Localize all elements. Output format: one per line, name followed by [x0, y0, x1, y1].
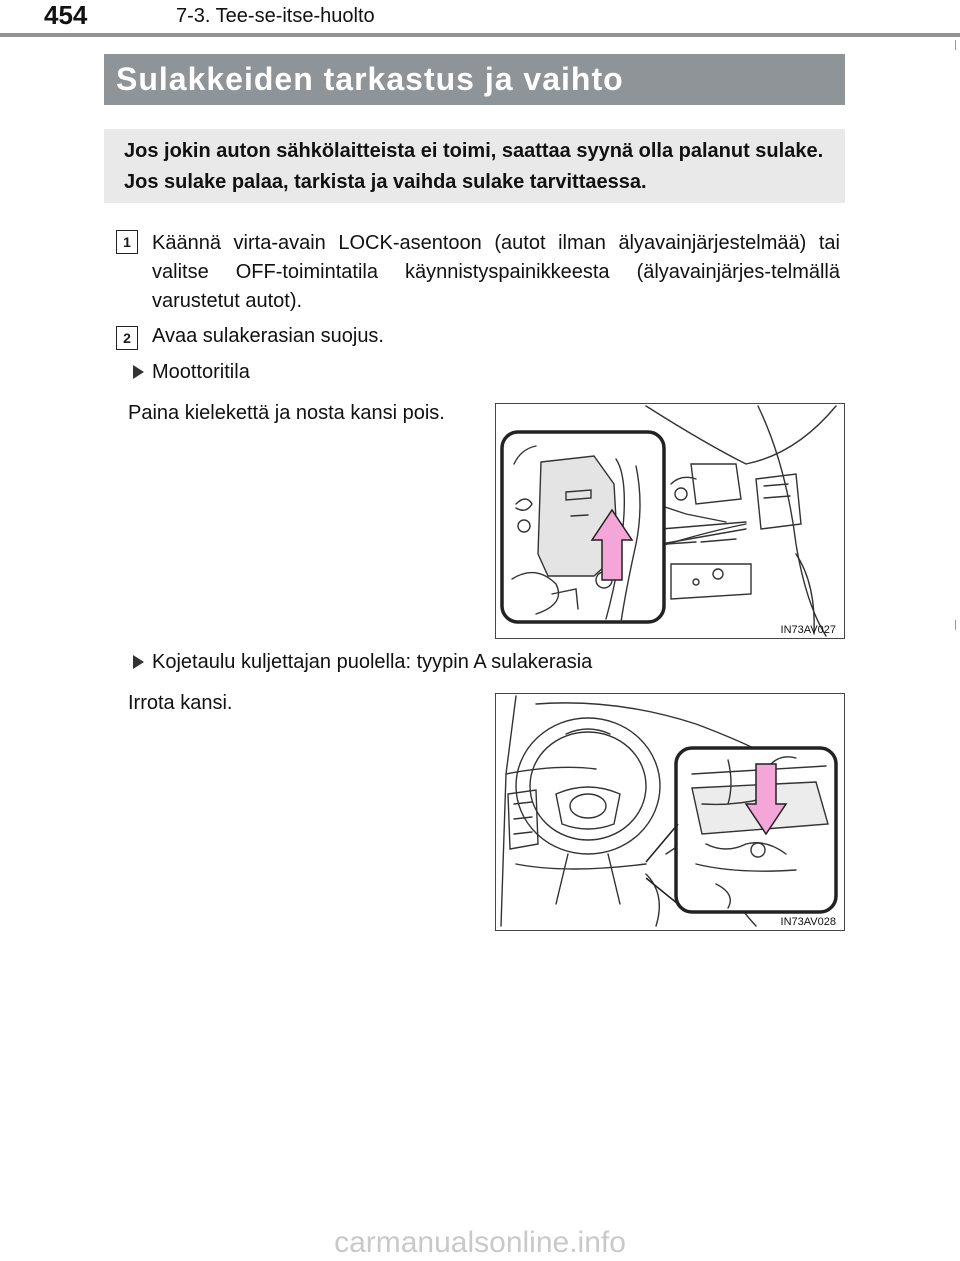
bullet-triangle-icon	[133, 655, 144, 669]
step-text: Käännä virta-avain LOCK-asentoon (autot ilman älyavainjärjestelmää) tai valitse OFF-toimintatila käynnistyspainikkeesta (älyavainjärjes-telmällä varustetut autot).	[152, 232, 840, 312]
margin-tick	[955, 40, 956, 50]
page-number: 454	[44, 0, 88, 30]
bullet-triangle-icon	[133, 365, 144, 379]
engine-compartment-drawing	[496, 404, 844, 638]
margin-tick	[955, 620, 956, 630]
intro-text: Jos jokin auton sähkölaitteista ei toimi, saattaa syynä olla palanut sulake. Jos sulake palaa, tarkista ja vaihda sulake tarvittaessa.	[124, 140, 824, 193]
step-number-box: 2	[116, 326, 138, 350]
figure-code: IN73AV028	[780, 916, 836, 928]
dashboard-drawing	[496, 694, 844, 930]
chapter-title: 7-3. Tee-se-itse-huolto	[176, 5, 375, 27]
subsection-heading: Kojetaulu kuljettajan puolella: tyypin A sulakerasia	[152, 651, 593, 673]
dashboard-fuse-box-illustration	[495, 693, 845, 931]
watermark: carmanualsonline.info	[334, 1226, 626, 1259]
subsection-heading: Moottoritila	[152, 361, 250, 383]
instruction-text: Irrota kansi.	[128, 692, 233, 714]
instruction-text: Paina kielekettä ja nosta kansi pois.	[128, 402, 445, 424]
step-text: Avaa sulakerasian suojus.	[152, 325, 384, 347]
figure-code: IN73AV027	[780, 624, 836, 636]
section-title: Sulakkeiden tarkastus ja vaihto	[116, 61, 624, 97]
header-rule	[0, 33, 960, 37]
engine-fuse-box-illustration	[495, 403, 845, 639]
step-number-box: 1	[116, 230, 138, 254]
